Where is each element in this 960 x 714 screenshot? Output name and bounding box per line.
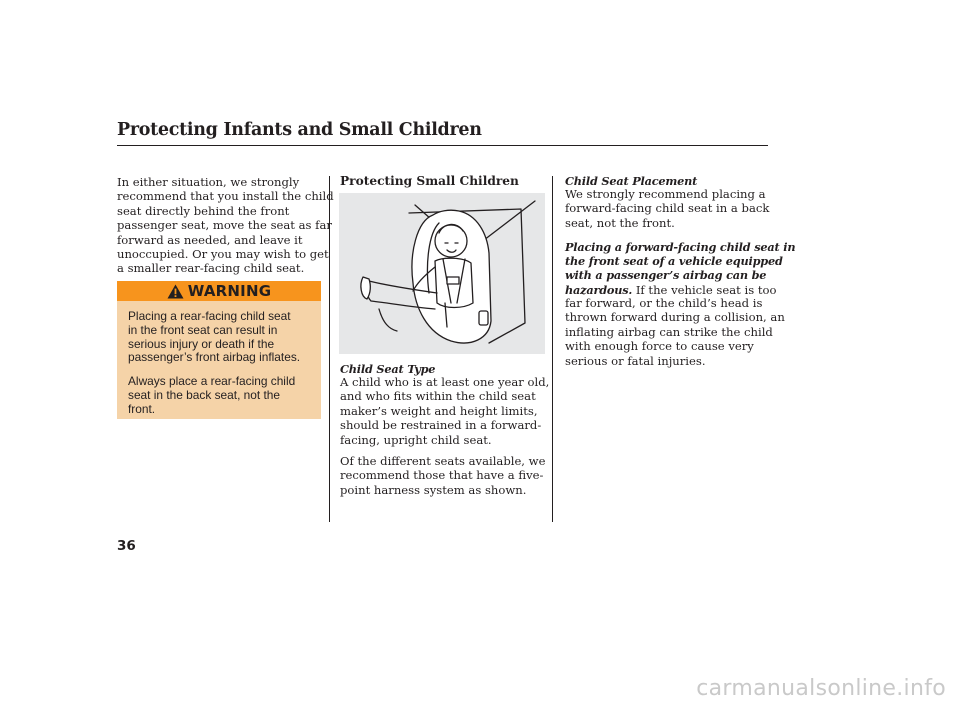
warning-paragraph-2: Always place a rear-facing child seat in the back seat, not the front.	[128, 374, 296, 416]
subheading-child-seat-type: Child Seat Type	[340, 362, 436, 376]
watermark: carmanualsonline.info	[696, 676, 946, 701]
child-seat-illustration	[339, 193, 545, 354]
airbag-hazard-line-2: the front seat of a vehicle equipped	[565, 254, 783, 268]
placement-paragraph-2: far forward, or the child’s head is thrown forward during a collision, an inflating airbag can strike the child with enough force to cause very serious or fatal injuries.	[565, 296, 785, 368]
hazard-continuation: If the vehicle seat is too	[632, 283, 777, 297]
hazardous-emphasis: hazardous.	[565, 283, 633, 297]
placement-paragraph-1: We strongly recommend placing a forward-facing child seat in a back seat, not the front.	[565, 187, 770, 230]
child-in-forward-facing-seat-illustration	[339, 193, 545, 354]
header-rule	[117, 145, 768, 146]
airbag-hazard-line-1: Placing a forward-facing child seat in	[565, 240, 796, 254]
section-heading-small-children: Protecting Small Children	[340, 174, 519, 188]
warning-label: WARNING	[187, 282, 272, 300]
warning-triangle-icon	[167, 284, 184, 299]
airbag-hazard-line-3: with a passenger’s airbag can be	[565, 268, 767, 282]
column-divider-right	[552, 176, 553, 522]
intro-paragraph: In either situation, we strongly recommend that you install the child seat directly behind the front passenger seat, move the seat as far forward as needed, and leave it unoccupied. Or you may wish to get a smaller rear-facing child seat.	[117, 175, 334, 276]
warning-paragraph-1: Placing a rear-facing child seat in the front seat can result in serious injury or death if the passenger’s front airbag inflates.	[128, 309, 301, 365]
warning-header	[117, 281, 321, 301]
page-title: Protecting Infants and Small Children	[117, 120, 482, 140]
seat-type-paragraph-2: Of the different seats available, we recommend those that have a five- point harness system as shown.	[340, 454, 546, 497]
seat-type-paragraph-1: A child who is at least one year old, and who fits within the child seat maker’s weight and height limits, should be restrained in a forward- facing, upright child seat.	[340, 375, 550, 447]
page-number: 36	[117, 538, 136, 554]
subheading-child-seat-placement: Child Seat Placement	[565, 174, 698, 188]
